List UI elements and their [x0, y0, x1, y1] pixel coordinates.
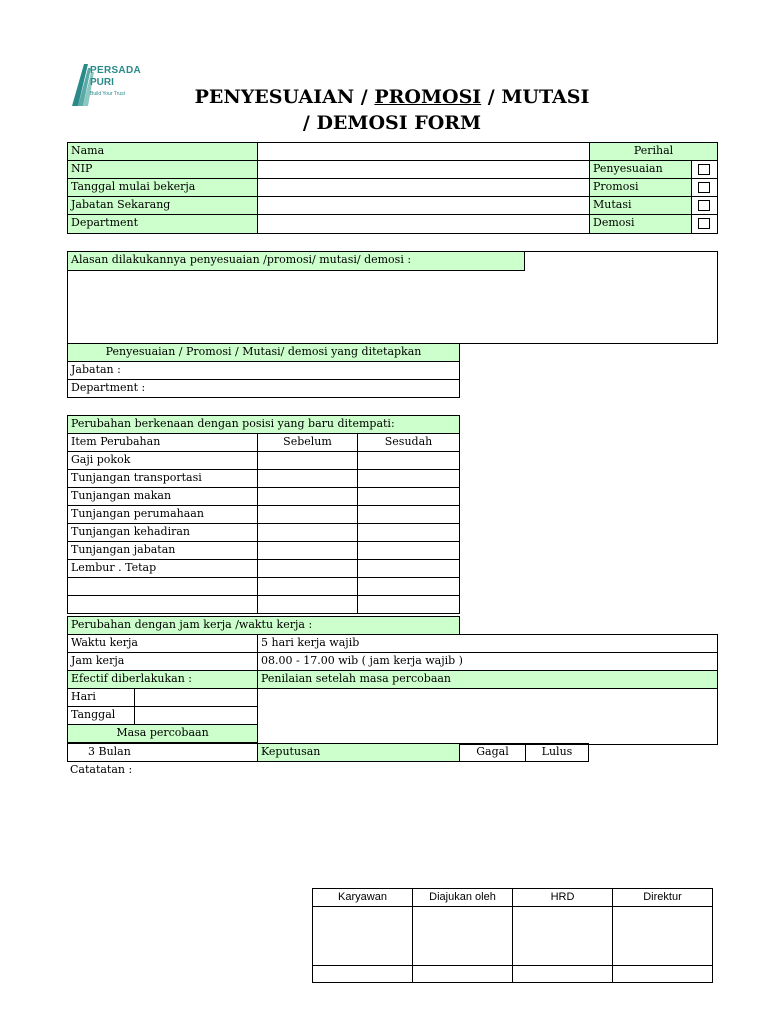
perihal-option-mutasi: Mutasi — [589, 196, 692, 215]
change-item-before[interactable] — [257, 541, 358, 560]
logo-name-line1: PERSADA — [90, 65, 141, 76]
perihal-header: Perihal — [589, 142, 718, 161]
schedule-header: Perubahan dengan jam kerja /waktu kerja : — [67, 616, 460, 635]
gagal-option[interactable]: Gagal — [459, 743, 526, 762]
bulan-text: 3 Bulan — [88, 745, 131, 758]
change-item-before[interactable] — [257, 451, 358, 470]
penilaian-field[interactable] — [257, 688, 718, 745]
tanggal-field[interactable] — [134, 706, 258, 725]
hari-field[interactable] — [134, 688, 258, 707]
title-line2: / DEMOSI FORM — [302, 112, 482, 134]
bulan-value — [67, 743, 258, 762]
jam-kerja-value[interactable]: 08.00 - 17.00 wib ( jam kerja wajib ) — [257, 652, 718, 671]
change-item-after[interactable] — [357, 541, 460, 560]
label-department: Department — [67, 214, 258, 234]
change-item-after[interactable] — [357, 469, 460, 488]
form-title — [0, 84, 768, 136]
promosi-checkbox[interactable] — [698, 182, 710, 193]
reason-label: Alasan dilakukannya penyesuaian /promosi/ mutasi/ demosi : — [67, 251, 525, 271]
field-tanggal-mulai[interactable] — [257, 178, 590, 197]
sig-box-hrd[interactable] — [512, 906, 613, 966]
sig-header-hrd: HRD — [512, 888, 613, 907]
change-item-before[interactable] — [257, 523, 358, 542]
field-department[interactable] — [257, 214, 590, 234]
penilaian-label: Penilaian setelah masa percobaan — [257, 670, 718, 689]
change-item-label — [67, 595, 258, 614]
change-item-after[interactable] — [357, 505, 460, 524]
change-item-label — [67, 577, 258, 596]
change-item-before[interactable] — [257, 469, 358, 488]
change-item-label: Tunjangan transportasi — [67, 469, 258, 488]
sig-header-diajukan: Diajukan oleh — [412, 888, 513, 907]
sig-header-karyawan: Karyawan — [312, 888, 413, 907]
change-item-before[interactable] — [257, 577, 358, 596]
sig-name-hrd[interactable] — [512, 965, 613, 983]
title-part3: / MUTASI — [481, 86, 590, 108]
demosi-checkbox[interactable] — [698, 218, 710, 229]
col-after-header: Sesudah — [357, 433, 460, 452]
logo-tagline: Build Your Trust — [90, 91, 126, 97]
title-part2: PROMOSI — [374, 86, 482, 108]
decided-header: Penyesuaian / Promosi / Mutasi/ demosi yang ditetapkan — [67, 343, 460, 362]
hari-label: Hari — [67, 688, 135, 707]
tanggal-label: Tanggal — [67, 706, 135, 725]
label-nama: Nama — [67, 142, 258, 161]
change-item-label: Tunjangan jabatan — [67, 541, 258, 560]
jam-kerja-label: Jam kerja — [67, 652, 258, 671]
logo-name-line2: PURI — [90, 77, 114, 88]
decided-department[interactable]: Department : — [67, 379, 460, 398]
change-item-before[interactable] — [257, 559, 358, 578]
field-nama[interactable] — [257, 142, 590, 161]
masa-percobaan-label: Masa percobaan — [67, 724, 258, 743]
sig-header-direktur: Direktur — [612, 888, 713, 907]
waktu-kerja-value[interactable]: 5 hari kerja wajib — [257, 634, 718, 653]
sig-name-diajukan[interactable] — [412, 965, 513, 983]
perihal-option-penyesuaian: Penyesuaian — [589, 160, 692, 179]
label-tanggal-mulai: Tanggal mulai bekerja — [67, 178, 258, 197]
change-item-label: Tunjangan kehadiran — [67, 523, 258, 542]
change-item-after[interactable] — [357, 523, 460, 542]
lulus-option[interactable]: Lulus — [525, 743, 589, 762]
sig-name-direktur[interactable] — [612, 965, 713, 983]
decided-jabatan[interactable]: Jabatan : — [67, 361, 460, 380]
perihal-option-promosi: Promosi — [589, 178, 692, 197]
field-nip[interactable] — [257, 160, 590, 179]
change-item-after[interactable] — [357, 451, 460, 470]
change-item-label: Tunjangan makan — [67, 487, 258, 506]
change-item-after[interactable] — [357, 577, 460, 596]
col-item-header: Item Perubahan — [67, 433, 258, 452]
change-item-before[interactable] — [257, 505, 358, 524]
sig-box-direktur[interactable] — [612, 906, 713, 966]
change-item-before[interactable] — [257, 595, 358, 614]
sig-name-karyawan[interactable] — [312, 965, 413, 983]
change-item-after[interactable] — [357, 487, 460, 506]
change-item-label: Lembur . Tetap — [67, 559, 258, 578]
waktu-kerja-label: Waktu kerja — [67, 634, 258, 653]
change-item-label: Gaji pokok — [67, 451, 258, 470]
sig-box-diajukan[interactable] — [412, 906, 513, 966]
mutasi-checkbox[interactable] — [698, 200, 710, 211]
change-item-label: Tunjangan perumahaan — [67, 505, 258, 524]
change-item-after[interactable] — [357, 595, 460, 614]
sig-box-karyawan[interactable] — [312, 906, 413, 966]
changes-header: Perubahan berkenaan dengan posisi yang baru ditempati: — [67, 415, 460, 434]
col-before-header: Sebelum — [257, 433, 358, 452]
change-item-before[interactable] — [257, 487, 358, 506]
penyesuaian-checkbox[interactable] — [698, 164, 710, 175]
catatan-label: Catatatan : — [70, 763, 133, 776]
perihal-option-demosi: Demosi — [589, 214, 692, 234]
keputusan-label: Keputusan — [257, 743, 460, 762]
label-nip: NIP — [67, 160, 258, 179]
efektif-label: Efectif diberlakukan : — [67, 670, 258, 689]
change-item-after[interactable] — [357, 559, 460, 578]
title-part1: PENYESUAIAN / — [194, 86, 375, 108]
field-jabatan-sekarang[interactable] — [257, 196, 590, 215]
label-jabatan-sekarang: Jabatan Sekarang — [67, 196, 258, 215]
